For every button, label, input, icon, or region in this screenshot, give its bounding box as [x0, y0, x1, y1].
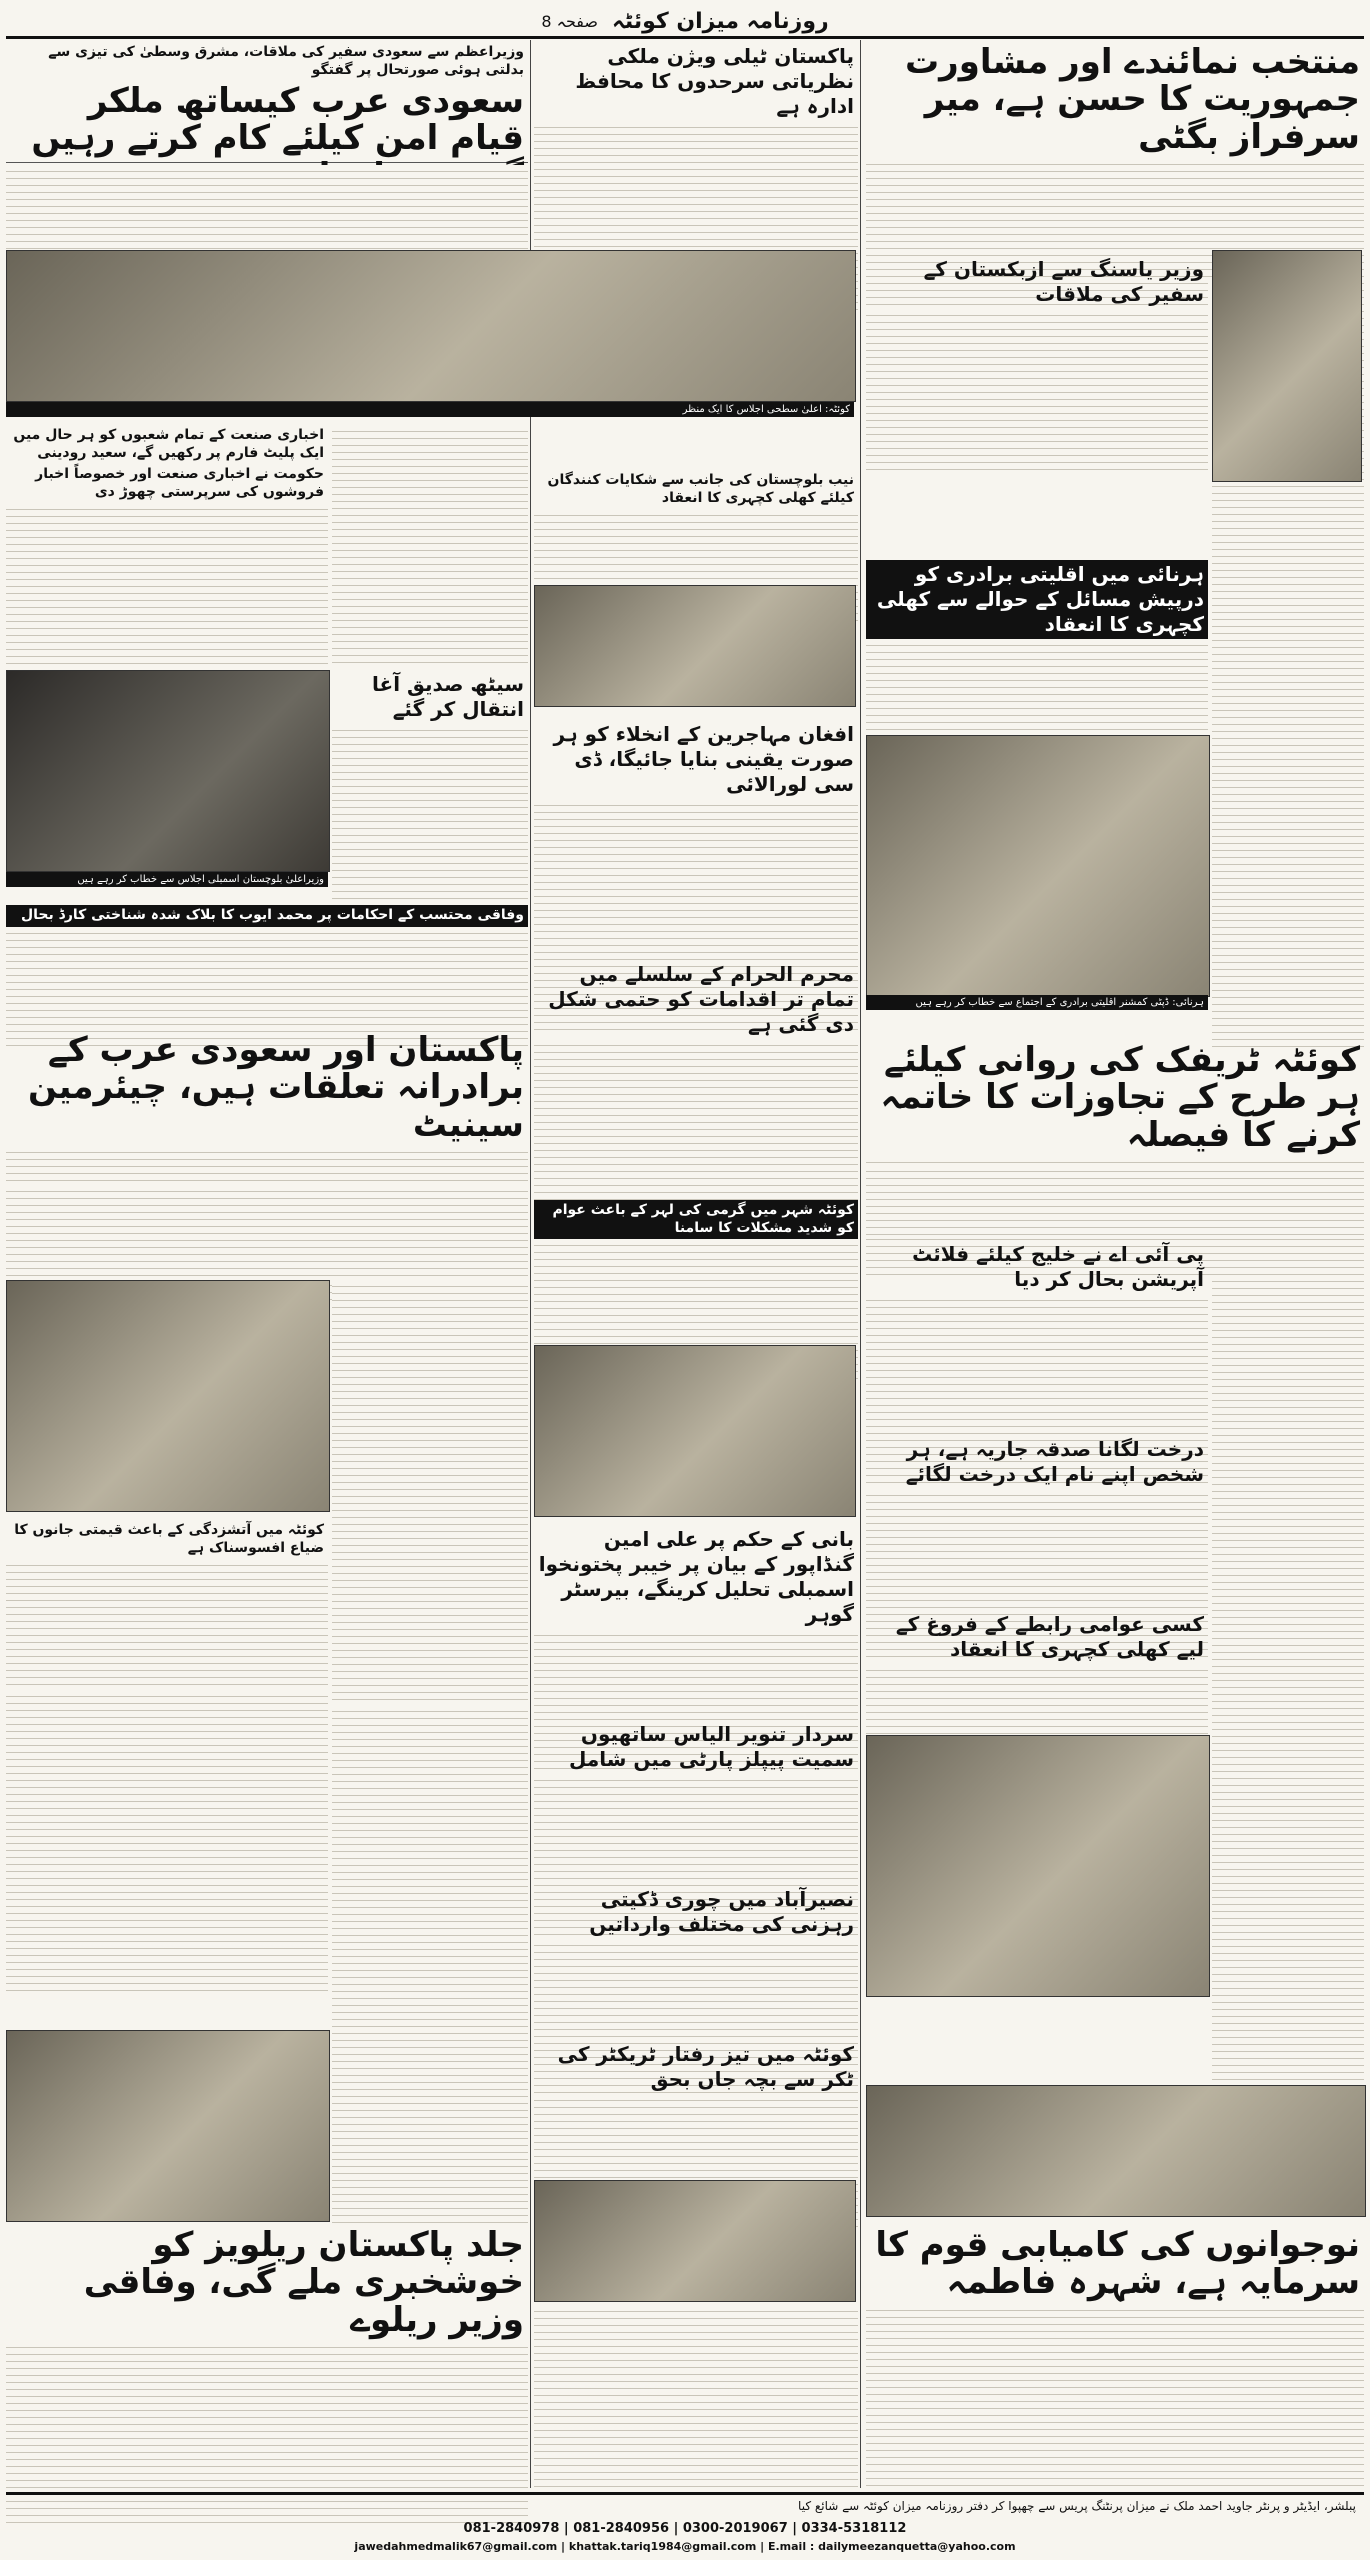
story-25 — [866, 2225, 1364, 2488]
story-body — [6, 1690, 328, 1994]
story-body — [332, 1280, 528, 1704]
story-body — [1212, 1240, 1364, 2084]
photo-meeting — [1212, 250, 1362, 482]
story-7 — [534, 720, 858, 951]
story-12 — [866, 1040, 1364, 1161]
story-body — [534, 2305, 858, 2491]
story-body — [332, 425, 528, 669]
story-side-a — [332, 425, 528, 666]
column-rule — [860, 40, 861, 2488]
headline: کوئٹہ میں آتشزدگی کے باعث قیمتی جانوں کا ضیاع افسوسناک ہے — [14, 1522, 324, 1556]
story-15 — [534, 1200, 858, 1341]
kicker: وزیراعظم سے سعودی سفیر کی ملاقات، مشرق وسطیٰ کی تیزی سے بدلتی ہوئی صورتحال پر گفتگو — [48, 44, 524, 78]
story-1 — [866, 42, 1364, 163]
story-2 — [6, 42, 528, 163]
story-body — [866, 1165, 1364, 1239]
story-11 — [534, 960, 858, 1201]
photo-gathering — [866, 1735, 1210, 1997]
story-16 — [866, 1240, 1208, 1431]
story-23 — [534, 2040, 858, 2171]
story-18 — [534, 1525, 858, 1716]
story-4 — [866, 255, 1208, 416]
story-body — [332, 1705, 528, 2224]
headline: کوئٹہ شہر میں گرمی کی لہر کے باعث عوام کو شدید مشکلات کا سامنا — [534, 1200, 858, 1239]
story-body — [866, 2304, 1364, 2488]
photo-office — [534, 2180, 856, 2302]
story-14 — [6, 905, 528, 1026]
headline: جلد پاکستان ریلویز کو خوشخبری ملے گی، وفاقی وزیر ریلوے — [83, 2225, 524, 2340]
headline: محرم الحرام کے سلسلے میں تمام تر اقدامات کو حتمی شکل دی گئی ہے — [548, 962, 854, 1036]
story-12-body — [866, 1165, 1364, 1236]
photo-caption: کوئٹہ: اعلیٰ سطحی اجلاس کا ایک منظر — [6, 402, 854, 417]
photo-video-call — [6, 2030, 330, 2222]
headline: نصیرآباد میں چوری ڈکیتی رہزنی کی مختلف وارداتیں — [589, 1887, 854, 1936]
headline: درخت لگانا صدقہ جاریہ ہے، ہر شخص اپنے نام ایک درخت لگائے — [905, 1437, 1204, 1486]
story-misc — [534, 2305, 858, 2488]
story-body — [6, 1185, 528, 1279]
story-21 — [534, 1720, 858, 1881]
footer-imprint — [6, 2492, 1364, 2557]
imprint-text: پبلشر، ایڈیٹر و پرنٹر جاوید احمد ملک نے میزان پرنٹنگ پریس سے چھپوا کر دفتر روزنامہ میزان کوئٹہ سے شائع کیا — [798, 2499, 1356, 2513]
story-body — [6, 165, 528, 251]
story-13 — [6, 1030, 528, 1181]
story-3 — [534, 42, 858, 233]
story-13-body — [6, 1185, 528, 1276]
headline: بانی کے حکم پر علی امین گنڈاپور کے بیان پر خیبر پختونخوا اسمبلی تحلیل کرینگے، بیرسٹر گوہر — [538, 1527, 854, 1626]
story-8 — [6, 425, 328, 666]
photo-hall — [534, 1345, 856, 1517]
photo-conference — [866, 2085, 1366, 2217]
sub-headline: حکومت نے اخباری صنعت اور خصوصاً اخبار فروشوں کی سرپرستی چھوڑ دی — [35, 466, 324, 500]
story-body — [866, 309, 1208, 473]
page-number: صفحہ 8 — [541, 11, 598, 31]
headline: نیب بلوچستان کی جانب سے شکایات کنندگان کیلئے کھلی کچہری کا انعقاد — [547, 472, 854, 506]
photo-caption: ہرنائی: ڈپٹی کمشنر اقلیتی برادری کے اجتماع سے خطاب کر رہے ہیں — [866, 995, 1208, 1010]
photo-senate — [6, 1280, 330, 1512]
photo-nab — [534, 585, 856, 707]
story-24 — [6, 2225, 528, 2488]
headline: سیٹھ صدیق آغا انتقال کر گئے — [372, 672, 524, 721]
story-5 — [534, 470, 858, 581]
side-column — [1212, 1240, 1364, 2081]
story-10 — [332, 670, 528, 901]
headline: اخباری صنعت کے تمام شعبوں کو ہر حال میں ایک پلیٹ فارم پر رکھیں گے، سعید رودینی — [13, 427, 324, 461]
story-22 — [534, 1885, 858, 2036]
photo-speaker — [866, 735, 1210, 997]
headline: سعودی عرب کیساتھ ملکر قیام امن کیلئے کام کرتے رہیں — [31, 81, 524, 159]
story-19 — [866, 1610, 1208, 1731]
footer-phones: 081-2840978 | 081-2840956 | 0300-2019067 | 0334-5318112 — [463, 2521, 907, 2536]
newspaper-name: روزنامہ میزان کوئٹہ — [611, 8, 829, 34]
headline: وزیر یاسنگ سے ازبکستان کے سفیر کی ملاقات — [923, 257, 1204, 306]
story-side-b — [332, 1280, 528, 1701]
headline: منتخب نمائندے اور مشاورت جمہوریت کا حسن ہے، میر سرفراز بگٹی — [905, 42, 1360, 157]
story-6 — [866, 560, 1208, 731]
story-2-body — [6, 165, 528, 248]
headline: افغان مہاجرین کے انخلاء کو ہر صورت یقینی بنایا جائیگا، ڈی سی لورالائی — [553, 722, 854, 796]
headline: کوئٹہ میں تیز رفتار ٹریکٹر کی ٹکر سے بچہ جاں بحق — [557, 2042, 854, 2091]
story-17 — [866, 1435, 1208, 1606]
headline: نوجوانوں کی کامیابی قوم کا سرمایہ ہے، شہرہ فاطمہ — [875, 2225, 1360, 2303]
headline: ہرنائی میں اقلیتی برادری کو درپیش مسائل کے حوالے سے کھلی کچہری کا انعقاد — [866, 560, 1208, 639]
headline: پی آئی اے نے خلیج کیلئے فلائٹ آپریشن بحال کر دیا — [912, 1242, 1204, 1291]
headline: کسی عوامی رابطے کے فروغ کے لیے کھلی کچہری کا انعقاد — [895, 1612, 1204, 1661]
photo-caption: وزیراعلیٰ بلوچستان اسمبلی اجلاس سے خطاب کر رہے ہیں — [6, 872, 328, 887]
headline: سردار تنویر الیاس ساتھیوں سمیت پیپلز پارٹی میں شامل — [569, 1722, 854, 1771]
story-left-lower — [6, 1690, 328, 1991]
story-side-c — [332, 1705, 528, 2221]
headline: پاکستان ٹیلی ویژن ملکی نظریاتی سرحدوں کا محافظ ادارہ ہے — [575, 44, 854, 118]
photo-assembly — [6, 670, 330, 872]
masthead — [6, 6, 1364, 39]
headline: کوئٹہ ٹریفک کی روانی کیلئے ہر طرح کے تجاوزات کا خاتمہ کرنے کا فیصلہ — [880, 1040, 1360, 1155]
footer-emails: jawedahmedmalik67@gmail.com | khattak.tariq1984@gmail.com | E.mail : dailymeezanquetta@yahoo.com — [354, 2540, 1016, 2553]
story-20 — [6, 1520, 328, 1681]
headline: وفاقی محتسب کے احکامات پر محمد ایوب کا بلاک شدہ شناختی کارڈ بحال — [6, 905, 528, 927]
photo-cabinet-meeting — [6, 250, 856, 402]
headline: پاکستان اور سعودی عرب کے برادرانہ تعلقات ہیں، چیئرمین سینیٹ — [28, 1030, 524, 1145]
